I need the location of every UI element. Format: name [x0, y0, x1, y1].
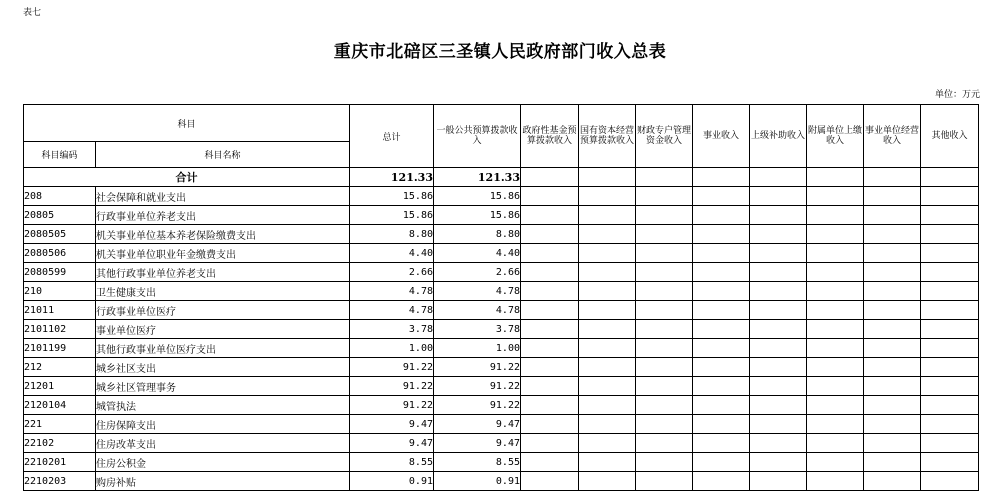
row-total: 4.78 — [350, 282, 434, 301]
row-code: 2210201 — [24, 453, 96, 472]
total-row — [24, 168, 979, 187]
empty-cell — [864, 415, 921, 434]
empty-cell — [693, 377, 750, 396]
empty-cell — [750, 301, 807, 320]
empty-cell — [921, 320, 979, 339]
row-total: 8.55 — [350, 453, 434, 472]
empty-cell — [750, 396, 807, 415]
table-row — [24, 244, 979, 263]
empty-cell — [521, 282, 579, 301]
total-label: 合计 — [24, 168, 350, 187]
row-general-budget: 15.86 — [434, 187, 521, 206]
row-general-budget: 4.78 — [434, 282, 521, 301]
row-total: 15.86 — [350, 187, 434, 206]
row-general-budget: 91.22 — [434, 396, 521, 415]
empty-cell — [864, 301, 921, 320]
empty-cell — [750, 225, 807, 244]
empty-cell — [750, 206, 807, 225]
header-gov-fund: 政府性基金预算拨款收入 — [521, 105, 579, 168]
total-total: 121.33 — [350, 168, 434, 187]
row-name: 住房改革支出 — [96, 434, 350, 453]
empty-cell — [864, 206, 921, 225]
header-superior-subsidy: 上级补助收入 — [750, 105, 807, 168]
row-name: 住房公积金 — [96, 453, 350, 472]
page-title: 重庆市北碚区三圣镇人民政府部门收入总表 — [333, 42, 667, 62]
empty-cell — [750, 453, 807, 472]
row-total: 15.86 — [350, 206, 434, 225]
empty-cell — [807, 282, 864, 301]
row-total: 0.91 — [350, 472, 434, 491]
empty-cell — [521, 225, 579, 244]
table-row — [24, 206, 979, 225]
header-business-income: 事业收入 — [693, 105, 750, 168]
row-name: 其他行政事业单位养老支出 — [96, 263, 350, 282]
empty-cell — [636, 206, 693, 225]
empty-cell — [750, 320, 807, 339]
empty-cell — [864, 377, 921, 396]
row-general-budget: 91.22 — [434, 358, 521, 377]
row-code: 2080599 — [24, 263, 96, 282]
empty-cell — [521, 187, 579, 206]
empty-cell — [750, 472, 807, 491]
row-total: 91.22 — [350, 396, 434, 415]
empty-cell — [921, 377, 979, 396]
empty-cell — [579, 282, 636, 301]
empty-cell — [693, 472, 750, 491]
row-general-budget: 9.47 — [434, 415, 521, 434]
empty-cell — [693, 301, 750, 320]
empty-cell — [579, 339, 636, 358]
empty-cell — [636, 339, 693, 358]
empty-cell — [636, 472, 693, 491]
empty-cell — [921, 263, 979, 282]
empty-cell — [807, 358, 864, 377]
table-row — [24, 187, 979, 206]
empty-cell — [693, 282, 750, 301]
row-total: 2.66 — [350, 263, 434, 282]
empty-cell — [521, 453, 579, 472]
table-row — [24, 339, 979, 358]
table-row — [24, 415, 979, 434]
row-code: 2101199 — [24, 339, 96, 358]
row-code: 21011 — [24, 301, 96, 320]
empty-cell — [864, 225, 921, 244]
empty-cell — [521, 396, 579, 415]
empty-cell — [864, 434, 921, 453]
income-table — [23, 104, 979, 491]
row-name: 卫生健康支出 — [96, 282, 350, 301]
row-name: 机关事业单位基本养老保险缴费支出 — [96, 225, 350, 244]
empty-cell — [521, 320, 579, 339]
row-code: 21201 — [24, 377, 96, 396]
empty-cell — [521, 358, 579, 377]
empty-cell — [921, 434, 979, 453]
empty-cell — [521, 339, 579, 358]
empty-cell — [864, 320, 921, 339]
table-row — [24, 282, 979, 301]
empty-cell — [750, 282, 807, 301]
row-total: 1.00 — [350, 339, 434, 358]
row-total: 91.22 — [350, 358, 434, 377]
empty-cell — [864, 187, 921, 206]
empty-cell — [921, 244, 979, 263]
empty-cell — [579, 206, 636, 225]
row-code: 2101102 — [24, 320, 96, 339]
empty-cell — [579, 187, 636, 206]
empty-cell — [864, 358, 921, 377]
row-general-budget: 0.91 — [434, 472, 521, 491]
table-row — [24, 453, 979, 472]
empty-cell — [693, 415, 750, 434]
empty-cell — [807, 434, 864, 453]
empty-cell — [807, 320, 864, 339]
row-general-budget: 15.86 — [434, 206, 521, 225]
row-total: 8.80 — [350, 225, 434, 244]
empty-cell — [750, 244, 807, 263]
header-code: 科目编码 — [24, 142, 96, 168]
empty-cell — [807, 339, 864, 358]
empty-cell — [807, 206, 864, 225]
empty-cell — [693, 358, 750, 377]
row-name: 其他行政事业单位医疗支出 — [96, 339, 350, 358]
empty-cell — [693, 225, 750, 244]
row-name: 住房保障支出 — [96, 415, 350, 434]
empty-cell — [750, 263, 807, 282]
empty-cell — [521, 263, 579, 282]
empty-cell — [693, 396, 750, 415]
row-general-budget: 1.00 — [434, 339, 521, 358]
row-total: 4.40 — [350, 244, 434, 263]
row-general-budget: 4.40 — [434, 244, 521, 263]
empty-cell — [807, 415, 864, 434]
empty-cell — [693, 339, 750, 358]
row-name: 社会保障和就业支出 — [96, 187, 350, 206]
row-name: 行政事业单位医疗 — [96, 301, 350, 320]
empty-cell — [750, 434, 807, 453]
empty-cell — [636, 358, 693, 377]
row-code: 210 — [24, 282, 96, 301]
empty-cell — [521, 206, 579, 225]
empty-cell — [579, 225, 636, 244]
empty-cell — [579, 453, 636, 472]
row-code: 20805 — [24, 206, 96, 225]
header-business-operating: 事业单位经营收入 — [864, 105, 921, 168]
empty-cell — [579, 244, 636, 263]
empty-cell — [636, 187, 693, 206]
row-code: 22102 — [24, 434, 96, 453]
empty-cell — [636, 320, 693, 339]
row-name: 购房补贴 — [96, 472, 350, 491]
empty-cell — [864, 339, 921, 358]
empty-cell — [579, 396, 636, 415]
header-state-capital: 国有资本经营预算拨款收入 — [579, 105, 636, 168]
empty-cell — [579, 377, 636, 396]
empty-cell — [693, 263, 750, 282]
header-name: 科目名称 — [96, 142, 350, 168]
empty-cell — [864, 282, 921, 301]
row-total: 9.47 — [350, 434, 434, 453]
empty-cell — [693, 187, 750, 206]
empty-cell — [636, 434, 693, 453]
empty-cell — [807, 301, 864, 320]
table-row — [24, 358, 979, 377]
row-code: 221 — [24, 415, 96, 434]
table-row — [24, 434, 979, 453]
empty-cell — [579, 415, 636, 434]
row-general-budget: 8.55 — [434, 453, 521, 472]
empty-cell — [864, 453, 921, 472]
header-fiscal-special: 财政专户管理资金收入 — [636, 105, 693, 168]
empty-cell — [579, 263, 636, 282]
empty-cell — [750, 358, 807, 377]
empty-cell — [579, 472, 636, 491]
empty-cell — [579, 434, 636, 453]
row-code: 212 — [24, 358, 96, 377]
empty-cell — [807, 377, 864, 396]
empty-cell — [636, 301, 693, 320]
empty-cell — [693, 320, 750, 339]
row-code: 208 — [24, 187, 96, 206]
empty-cell — [636, 377, 693, 396]
row-name: 城乡社区支出 — [96, 358, 350, 377]
empty-cell — [807, 244, 864, 263]
header-other-income: 其他收入 — [921, 105, 979, 168]
empty-cell — [579, 358, 636, 377]
empty-cell — [921, 206, 979, 225]
empty-cell — [750, 377, 807, 396]
table-row — [24, 396, 979, 415]
row-code: 2120104 — [24, 396, 96, 415]
row-general-budget: 4.78 — [434, 301, 521, 320]
empty-cell — [636, 282, 693, 301]
empty-cell — [750, 339, 807, 358]
header-general-budget: 一般公共预算拨款收入 — [434, 105, 521, 168]
empty-cell — [521, 244, 579, 263]
empty-cell — [636, 263, 693, 282]
empty-cell — [750, 187, 807, 206]
row-general-budget: 91.22 — [434, 377, 521, 396]
empty-cell — [693, 434, 750, 453]
header-total: 总计 — [350, 105, 434, 168]
empty-cell — [693, 244, 750, 263]
empty-cell — [521, 472, 579, 491]
table-row — [24, 263, 979, 282]
row-total: 4.78 — [350, 301, 434, 320]
row-general-budget: 3.78 — [434, 320, 521, 339]
empty-cell — [750, 415, 807, 434]
empty-cell — [864, 263, 921, 282]
empty-cell — [636, 415, 693, 434]
empty-cell — [521, 434, 579, 453]
row-name: 机关事业单位职业年金缴费支出 — [96, 244, 350, 263]
empty-cell — [807, 396, 864, 415]
empty-cell — [921, 301, 979, 320]
empty-cell — [921, 225, 979, 244]
empty-cell — [807, 453, 864, 472]
empty-cell — [921, 282, 979, 301]
empty-cell — [921, 472, 979, 491]
row-code: 2210203 — [24, 472, 96, 491]
row-general-budget: 8.80 — [434, 225, 521, 244]
row-general-budget: 9.47 — [434, 434, 521, 453]
empty-cell — [921, 187, 979, 206]
unit-label: 单位：万元 — [934, 90, 980, 100]
row-name: 城管执法 — [96, 396, 350, 415]
empty-cell — [579, 301, 636, 320]
empty-cell — [807, 472, 864, 491]
row-name: 城乡社区管理事务 — [96, 377, 350, 396]
empty-cell — [636, 225, 693, 244]
empty-cell — [807, 225, 864, 244]
empty-cell — [521, 301, 579, 320]
total-general-budget: 121.33 — [434, 168, 521, 187]
empty-cell — [864, 396, 921, 415]
empty-cell — [693, 206, 750, 225]
table-row — [24, 320, 979, 339]
empty-cell — [921, 358, 979, 377]
empty-cell — [521, 415, 579, 434]
row-name: 事业单位医疗 — [96, 320, 350, 339]
empty-cell — [864, 244, 921, 263]
empty-cell — [921, 339, 979, 358]
row-general-budget: 2.66 — [434, 263, 521, 282]
empty-cell — [636, 396, 693, 415]
table-row — [24, 225, 979, 244]
header-subject: 科目 — [24, 105, 350, 142]
row-code: 2080505 — [24, 225, 96, 244]
empty-cell — [921, 415, 979, 434]
empty-cell — [693, 453, 750, 472]
empty-cell — [921, 453, 979, 472]
empty-cell — [636, 244, 693, 263]
row-name: 行政事业单位养老支出 — [96, 206, 350, 225]
doc-label: 表七 — [23, 8, 42, 18]
row-code: 2080506 — [24, 244, 96, 263]
empty-cell — [579, 320, 636, 339]
empty-cell — [807, 187, 864, 206]
empty-cell — [864, 472, 921, 491]
header-affiliated-income: 附属单位上缴收入 — [807, 105, 864, 168]
empty-cell — [921, 396, 979, 415]
table-row — [24, 472, 979, 491]
row-total: 9.47 — [350, 415, 434, 434]
empty-cell — [636, 453, 693, 472]
row-total: 91.22 — [350, 377, 434, 396]
table-row — [24, 377, 979, 396]
table-row — [24, 301, 979, 320]
empty-cell — [521, 377, 579, 396]
empty-cell — [807, 263, 864, 282]
row-total: 3.78 — [350, 320, 434, 339]
